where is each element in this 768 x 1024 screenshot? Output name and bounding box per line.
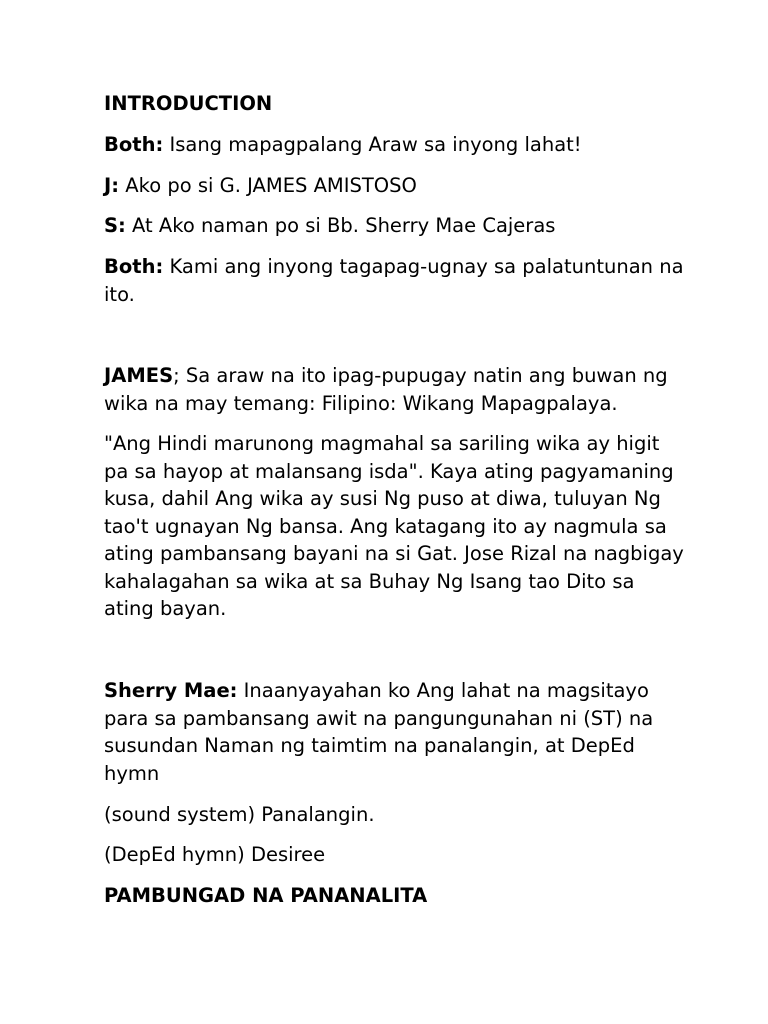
- script-line-sherry-invitation: [104, 677, 684, 787]
- line-text: Inaanyayahan ko Ang lahat na magsitayo para sa pambansang awit na pangungunahan ni (ST) na susundan Naman ng taimtim na panalangin, at DepEd hymn: [104, 679, 654, 785]
- speaker-label: S:: [104, 214, 126, 237]
- line-text: Ako po si G. JAMES AMISTOSO: [119, 174, 417, 197]
- line-text: Kami ang inyong tagapag-ugnay sa palatuntunan na ito.: [104, 255, 684, 306]
- script-line-both-hosts: [104, 253, 684, 308]
- program-line-prayer: (sound system) Panalangin.: [104, 803, 375, 826]
- speaker-label: Sherry Mae:: [104, 679, 238, 702]
- speaker-label: J:: [104, 174, 120, 197]
- script-line-james-intro: [104, 172, 684, 200]
- line-text: ; Sa araw na ito ipag-pupugay natin ang buwan ng wika na may temang: Filipino: Wikang Mapagpalaya.: [104, 364, 668, 415]
- speaker-label: Both:: [104, 255, 164, 278]
- script-line-james-theme: [104, 362, 684, 417]
- section-heading-pambungad: PAMBUNGAD NA PANANALITA: [104, 884, 428, 907]
- program-line-hymn: (DepEd hymn) Desiree: [104, 843, 326, 866]
- quote-paragraph: "Ang Hindi marunong magmahal sa sariling wika ay higit pa sa hayop at malansang isda". Kaya ating pagyamaning kusa, dahil Ang wika ay susi Ng puso at diwa, tuluyan Ng tao't ugnayan Ng bansa. Ang katagang ito ay nagmula sa ating pambansang bayani na si Gat. Jose Rizal na nagbigay kahalagahan sa wika at sa Buhay Ng Isang tao Dito sa ating bayan.: [104, 432, 684, 620]
- speaker-label: JAMES: [104, 364, 174, 387]
- speaker-label: Both:: [104, 133, 164, 156]
- script-line-both-greeting: [104, 131, 684, 159]
- line-text: At Ako naman po si Bb. Sherry Mae Cajeras: [125, 214, 556, 237]
- line-text: Isang mapagpalang Araw sa inyong lahat!: [163, 133, 582, 156]
- script-line-sherry-intro: [104, 212, 684, 240]
- section-heading-introduction: INTRODUCTION: [104, 92, 273, 115]
